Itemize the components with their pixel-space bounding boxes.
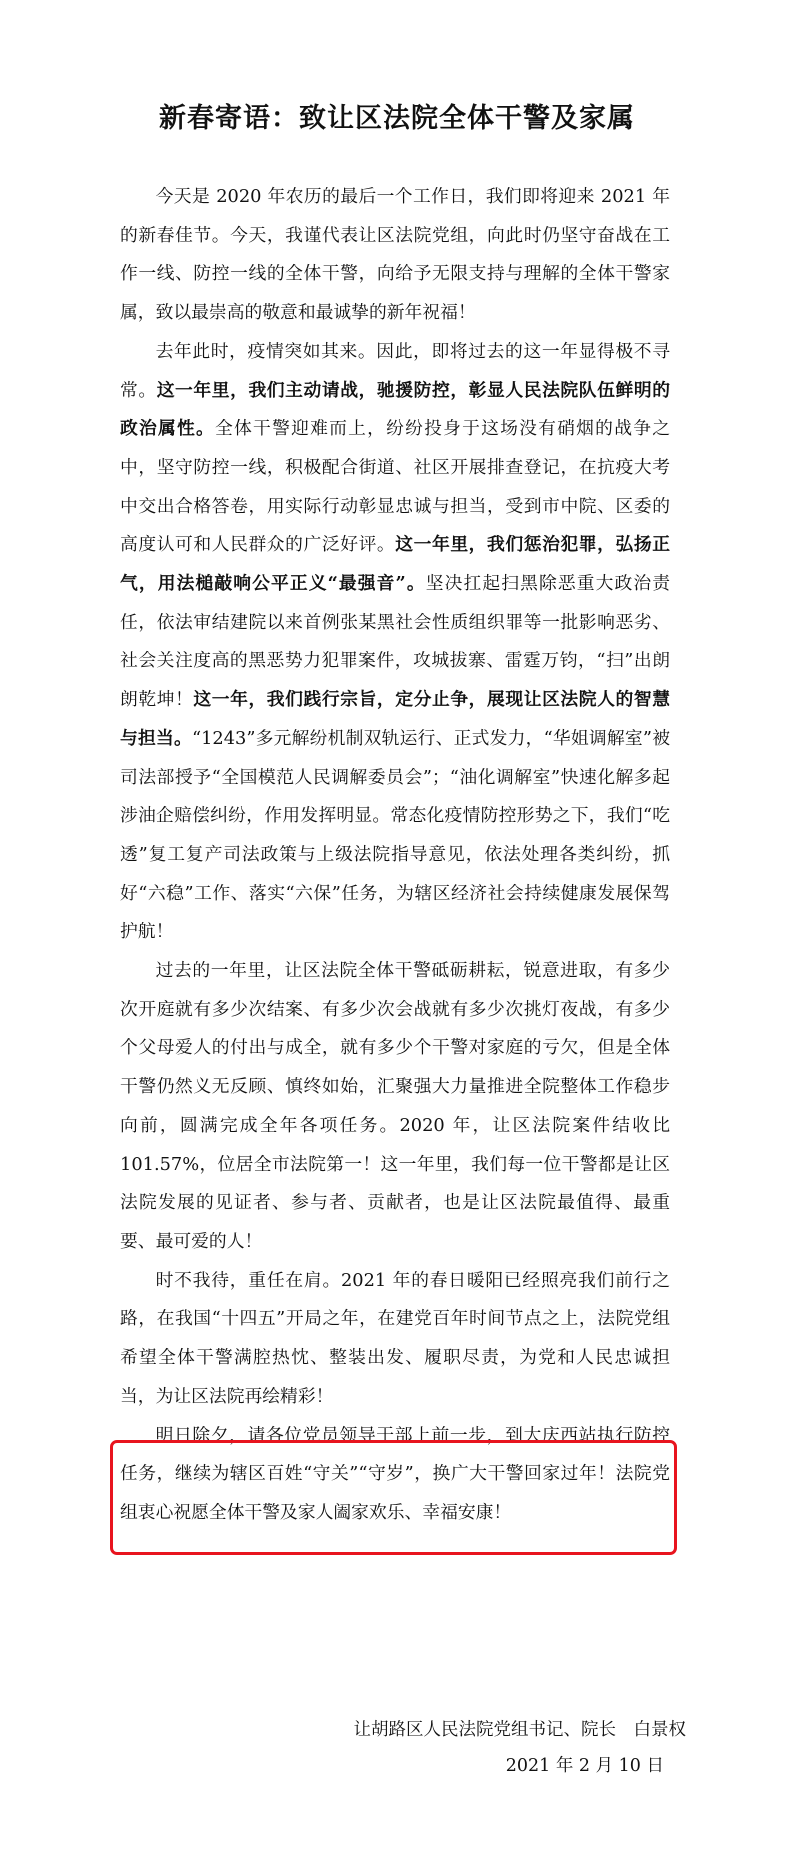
paragraph (120, 1262, 670, 1417)
signature-block (354, 1712, 687, 1784)
paragraph-text: 今天是 2020 年农历的最后一个工作日，我们即将迎来 2021 年的新春佳节。今天，我谨代表让区法院党组，向此时仍坚守奋战在工作一线、防控一线的全体干警，向给予无限支持与理解的全体干警家属，致以最崇高的敬意和最诚挚的新年祝福！ (120, 186, 670, 324)
paragraph-text: 明日除夕，请各位党员领导干部上前一步，到大庆西站执行防控任务，继续为辖区百姓“守关”“守岁”，换广大干警回家过年！法院党组衷心祝愿全体干警及家人阖家欢乐、幸福安康！ (120, 1424, 670, 1523)
bold-emphasis-text: 这一年里，我们主动请战，驰援防控，彰显人民法院队伍鲜明的政治属性。 (120, 379, 670, 440)
paragraph-text: 过去的一年里，让区法院全体干警砥砺耕耘，锐意进取，有多少次开庭就有多少次结案、有多少次会战就有多少次挑灯夜战，有多少个父母爱人的付出与成全，就有多少个干警对家庭的亏欠，但是全体干警仍然义无反顾、慎终如始，汇聚强大力量推进全院整体工作稳步向前，圆满完成全年各项任务。2020 年，让区法院案件结收比 101.57%，位居全市法院第一！这一年里，我们每一位干警都是让区法院发展的见证者、参与者、贡献者，也是让区法院最值得、最重要、最可爱的人！ (120, 960, 670, 1252)
paragraph-text: “1243”多元解纷机制双轨运行、正式发力，“华姐调解室”被司法部授予“全国模范人民调解委员会”；“油化调解室”快速化解多起涉油企赔偿纠纷，作用发挥明显。常态化疫情防控形势之下，我们“吃透”复工复产司法政策与上级法院指导意见，依法处理各类纠纷，抓好“六稳”工作、落实“六保”任务，为辖区经济社会持续健康发展保驾护航！ (120, 727, 670, 943)
paragraph-text: 去年此时，疫情突如其来。因此，即将过去的这一年显得极不寻常。 (120, 340, 670, 401)
paragraph (120, 333, 670, 952)
paragraph-text: 全体干警迎难而上，纷纷投身于这场没有硝烟的战争之中，坚守防控一线，积极配合街道、社区开展排查登记，在抗疫大考中交出合格答卷，用实际行动彰显忠诚与担当，受到市中院、区委的高度认可和人民群众的广泛好评。 (120, 418, 670, 556)
letter-body (120, 178, 670, 1533)
paragraph-text: 时不我待，重任在肩。2021 年的春日暖阳已经照亮我们前行之路，在我国“十四五”开局之年，在建党百年时间节点之上，法院党组希望全体干警满腔热忱、整装出发、履职尽责，为党和人民忠诚担当，为让区法院再绘精彩！ (120, 1269, 670, 1407)
bold-emphasis-text: 这一年，我们践行宗旨，定分止争，展现让区法院人的智慧与担当。 (120, 689, 670, 749)
highlight-box (110, 1440, 677, 1555)
paragraph (120, 178, 670, 333)
paragraph-text: 坚决扛起扫黑除恶重大政治责任，依法审结建院以来首例张某黑社会性质组织罪等一批影响恶劣、社会关注度高的黑恶势力犯罪案件，攻城拔寨、雷霆万钧，“扫”出朗朗乾坤！ (120, 573, 670, 711)
paragraph (120, 952, 670, 1262)
signature-author: 让胡路区人民法院党组书记、院长 白景权 (353, 1720, 686, 1740)
bold-emphasis-text: 这一年里，我们惩治犯罪，弘扬正气，用法槌敲响公平正义“最强音”。 (120, 534, 670, 595)
signature-date: 2021 年 2 月 10 日 (505, 1756, 664, 1776)
document-title: 新春寄语：致让区法院全体干警及家属 (159, 103, 635, 134)
